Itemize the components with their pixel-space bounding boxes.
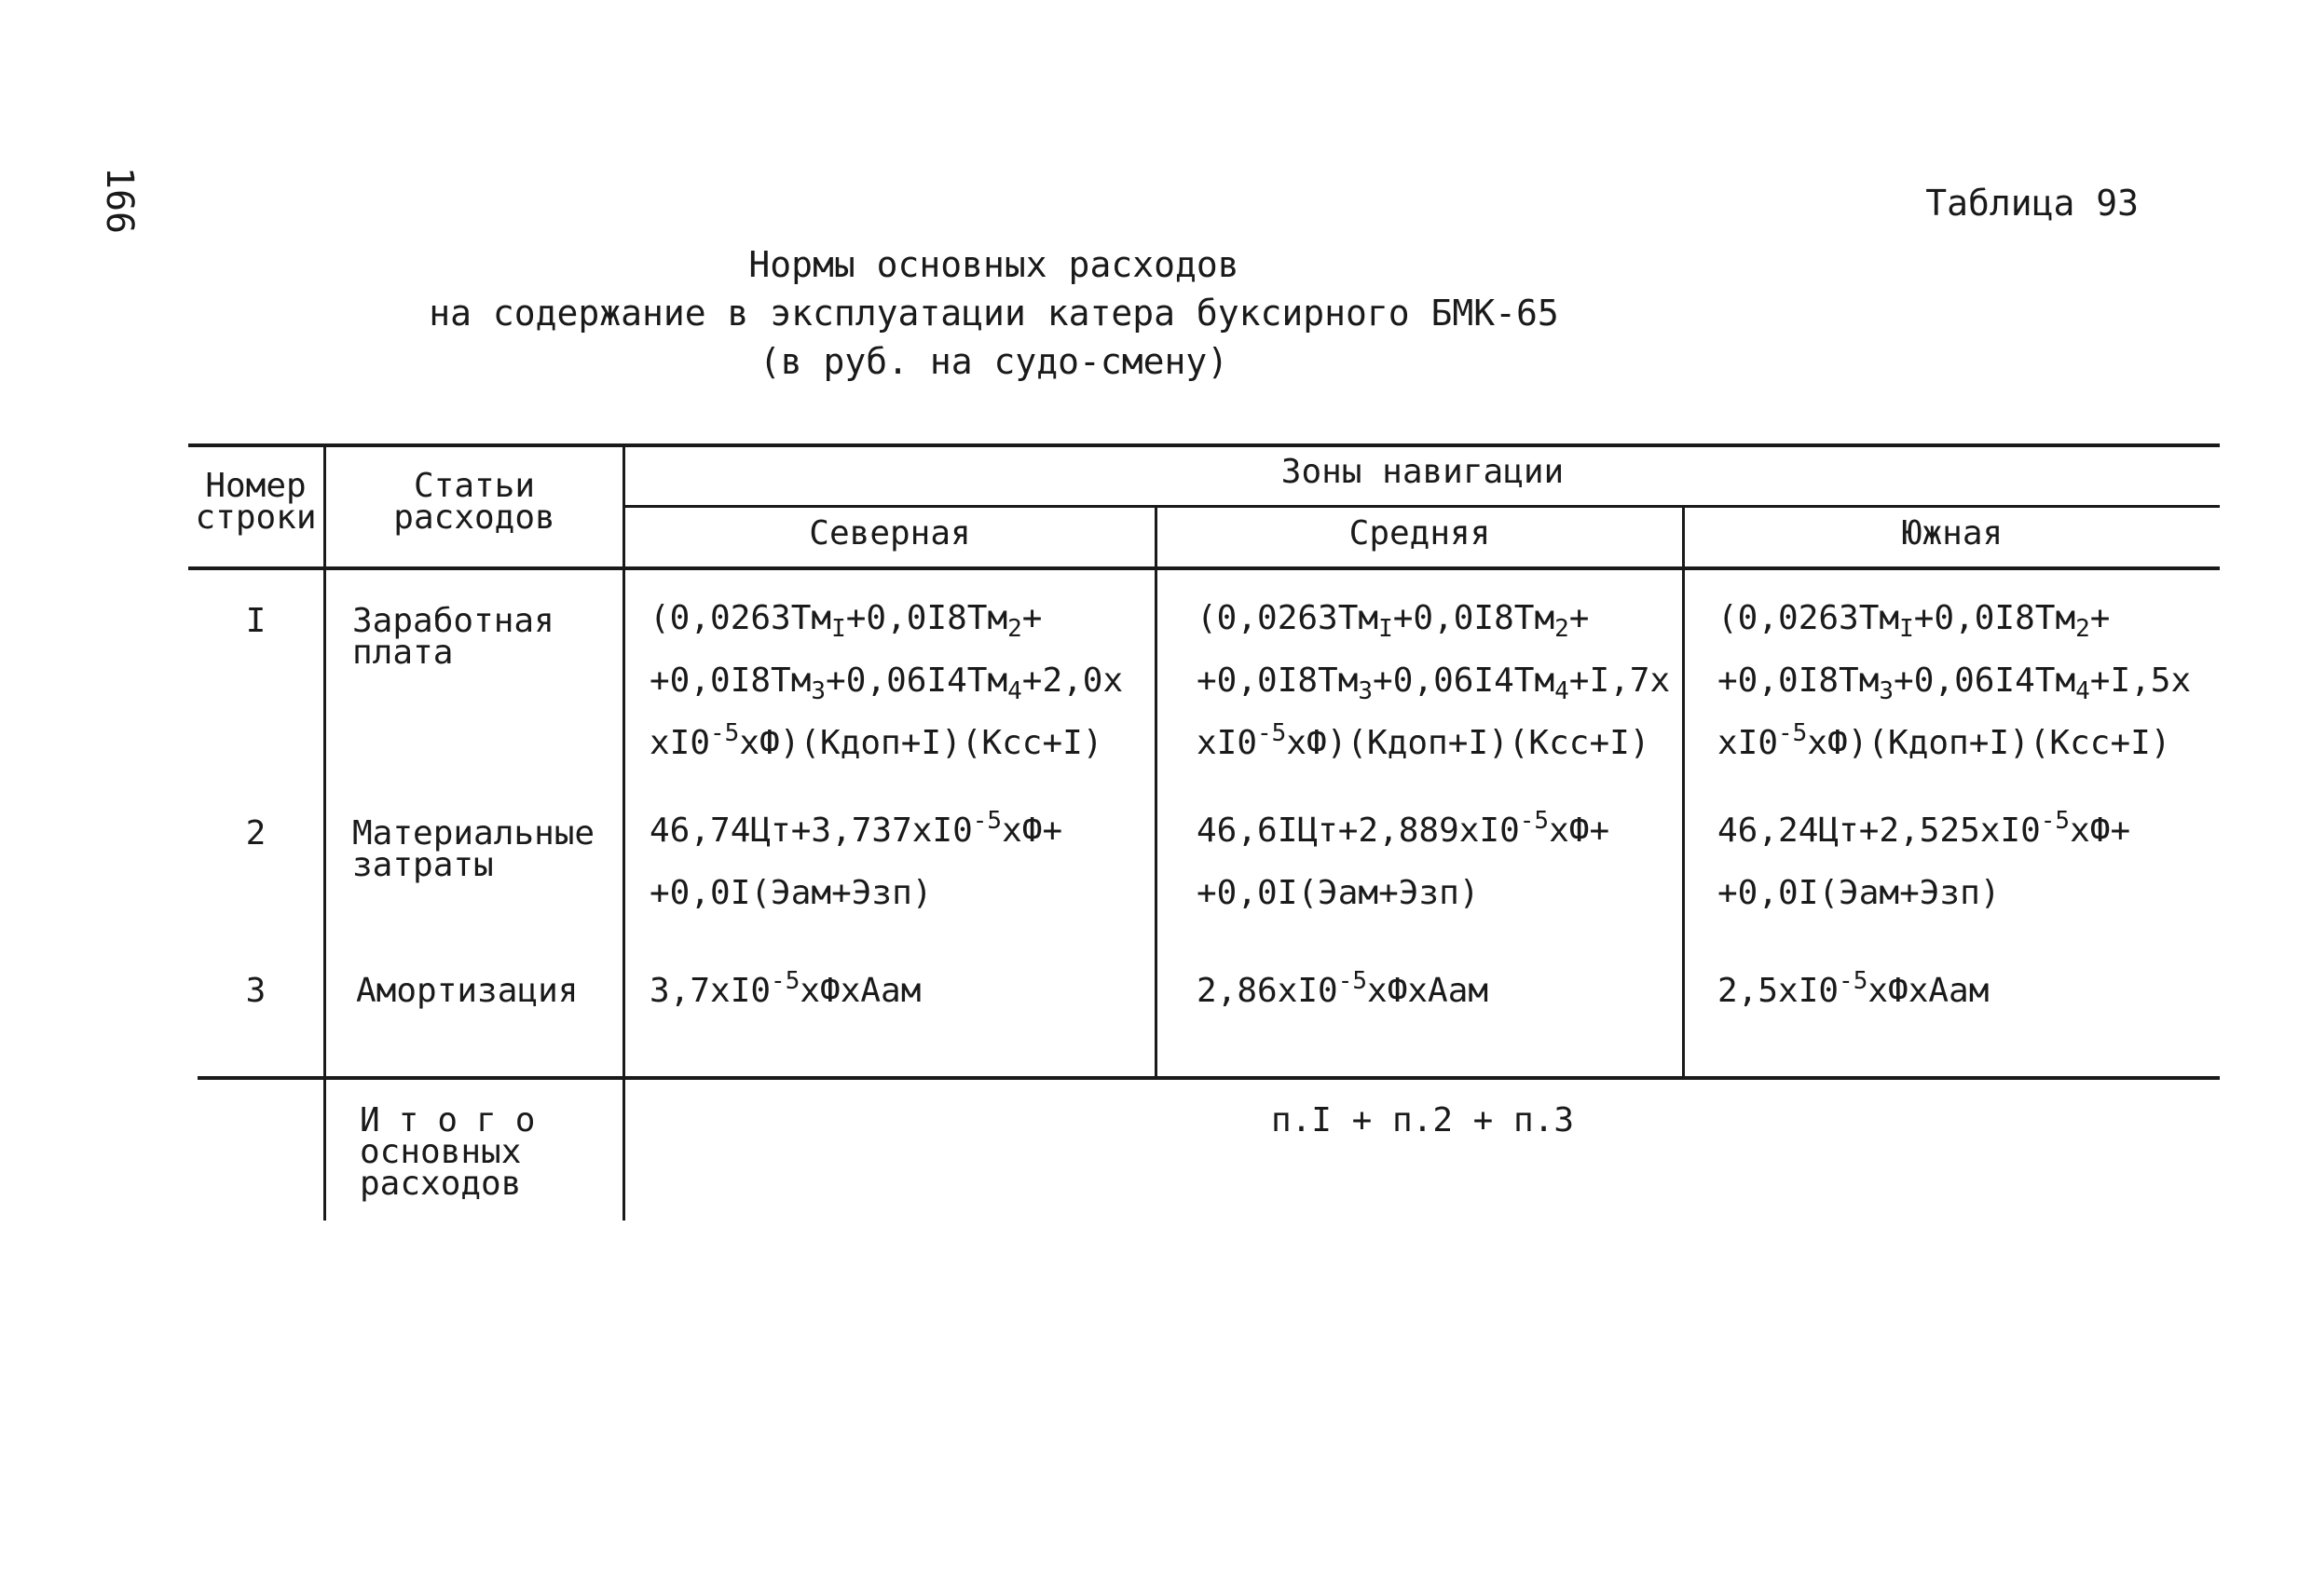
- col-divider-1: [323, 443, 326, 1221]
- row-2-north-formula: $46,74Цт+3,737хI0^{-5}хФ+$ +0,0I(Эам+Эзп): [650, 807, 1063, 912]
- row-3-south-formula: $2,5хI0^{-5}хФхАам$: [1717, 967, 1990, 1010]
- body-bottom-rule: [198, 1076, 2220, 1080]
- table-top-rule: [188, 443, 2220, 447]
- row-1-number: I: [245, 602, 267, 640]
- header-south: Южная: [1901, 514, 2004, 552]
- total-label: Итого основных расходов: [360, 1101, 554, 1203]
- row-2-item: Материальные затраты: [352, 814, 595, 884]
- row-1-middle-formula: ($0,0263Тм_I+0,0I8Тм_2+$ $+0,0I8Тм_3+0,06I4Тм_4+I,7х$ $хI0^{-5}хФ)(Кдоп+I)(Ксс+I)$: [1197, 599, 1671, 762]
- col-divider-2: [622, 443, 625, 1221]
- header-items: Статьи расходов: [393, 467, 555, 537]
- header-row-number: Номер строки: [195, 467, 317, 537]
- row-1-item: Заработная плата: [352, 602, 554, 672]
- row-2-middle-formula: $46,6IЦт+2,889хI0^{-5}хФ+$ +0,0I(Эам+Эзп): [1197, 807, 1610, 912]
- col-divider-3: [1155, 505, 1157, 1078]
- row-3-middle-formula: $2,86хI0^{-5}хФхАам$: [1197, 967, 1489, 1010]
- row-1-south-formula: ($0,0263Тм_I+0,0I8Тм_2+$ $+0,0I8Тм_3+0,06I4Тм_4+I,5х$ $хI0^{-5}хФ)(Кдоп+I)(Ксс+I)$: [1717, 599, 2192, 762]
- row-3-item: Амортизация: [356, 972, 579, 1010]
- header-bottom-rule: [188, 566, 2220, 570]
- col-divider-4: [1682, 505, 1685, 1078]
- table-title: [0, 240, 1988, 386]
- row-1-north-formula: ($0,0263Тм_I+0,0I8Тм_2+$ $+0,0I8Тм_3+0,06I4Тм_4+2,0х$ $хI0^{-5}хФ)(Кдоп+I)(Ксс+I)$: [650, 599, 1124, 762]
- zones-rule: [622, 505, 2220, 508]
- title-line-2: на содержание в эксплуатации катера буксирного БМК-65: [429, 293, 1559, 334]
- table-label: Таблица 93: [1925, 183, 2139, 224]
- total-formula: п.I + п.2 + п.3: [1270, 1101, 1575, 1139]
- header-middle: Средняя: [1348, 514, 1491, 552]
- title-line-1: Нормы основных расходов: [748, 244, 1239, 285]
- row-2-number: 2: [245, 814, 267, 853]
- row-3-north-formula: $3,7хI0^{-5}хФхАам$: [650, 967, 922, 1010]
- page-number: 166: [98, 166, 141, 235]
- header-zones: Зоны навигации: [1280, 453, 1565, 491]
- title-line-3: (в руб. на судо-смену): [759, 341, 1229, 382]
- row-2-south-formula: $46,24Цт+2,525хI0^{-5}хФ+$ +0,0I(Эам+Эзп): [1717, 807, 2131, 912]
- row-3-number: 3: [245, 972, 267, 1010]
- header-north: Северная: [809, 514, 971, 552]
